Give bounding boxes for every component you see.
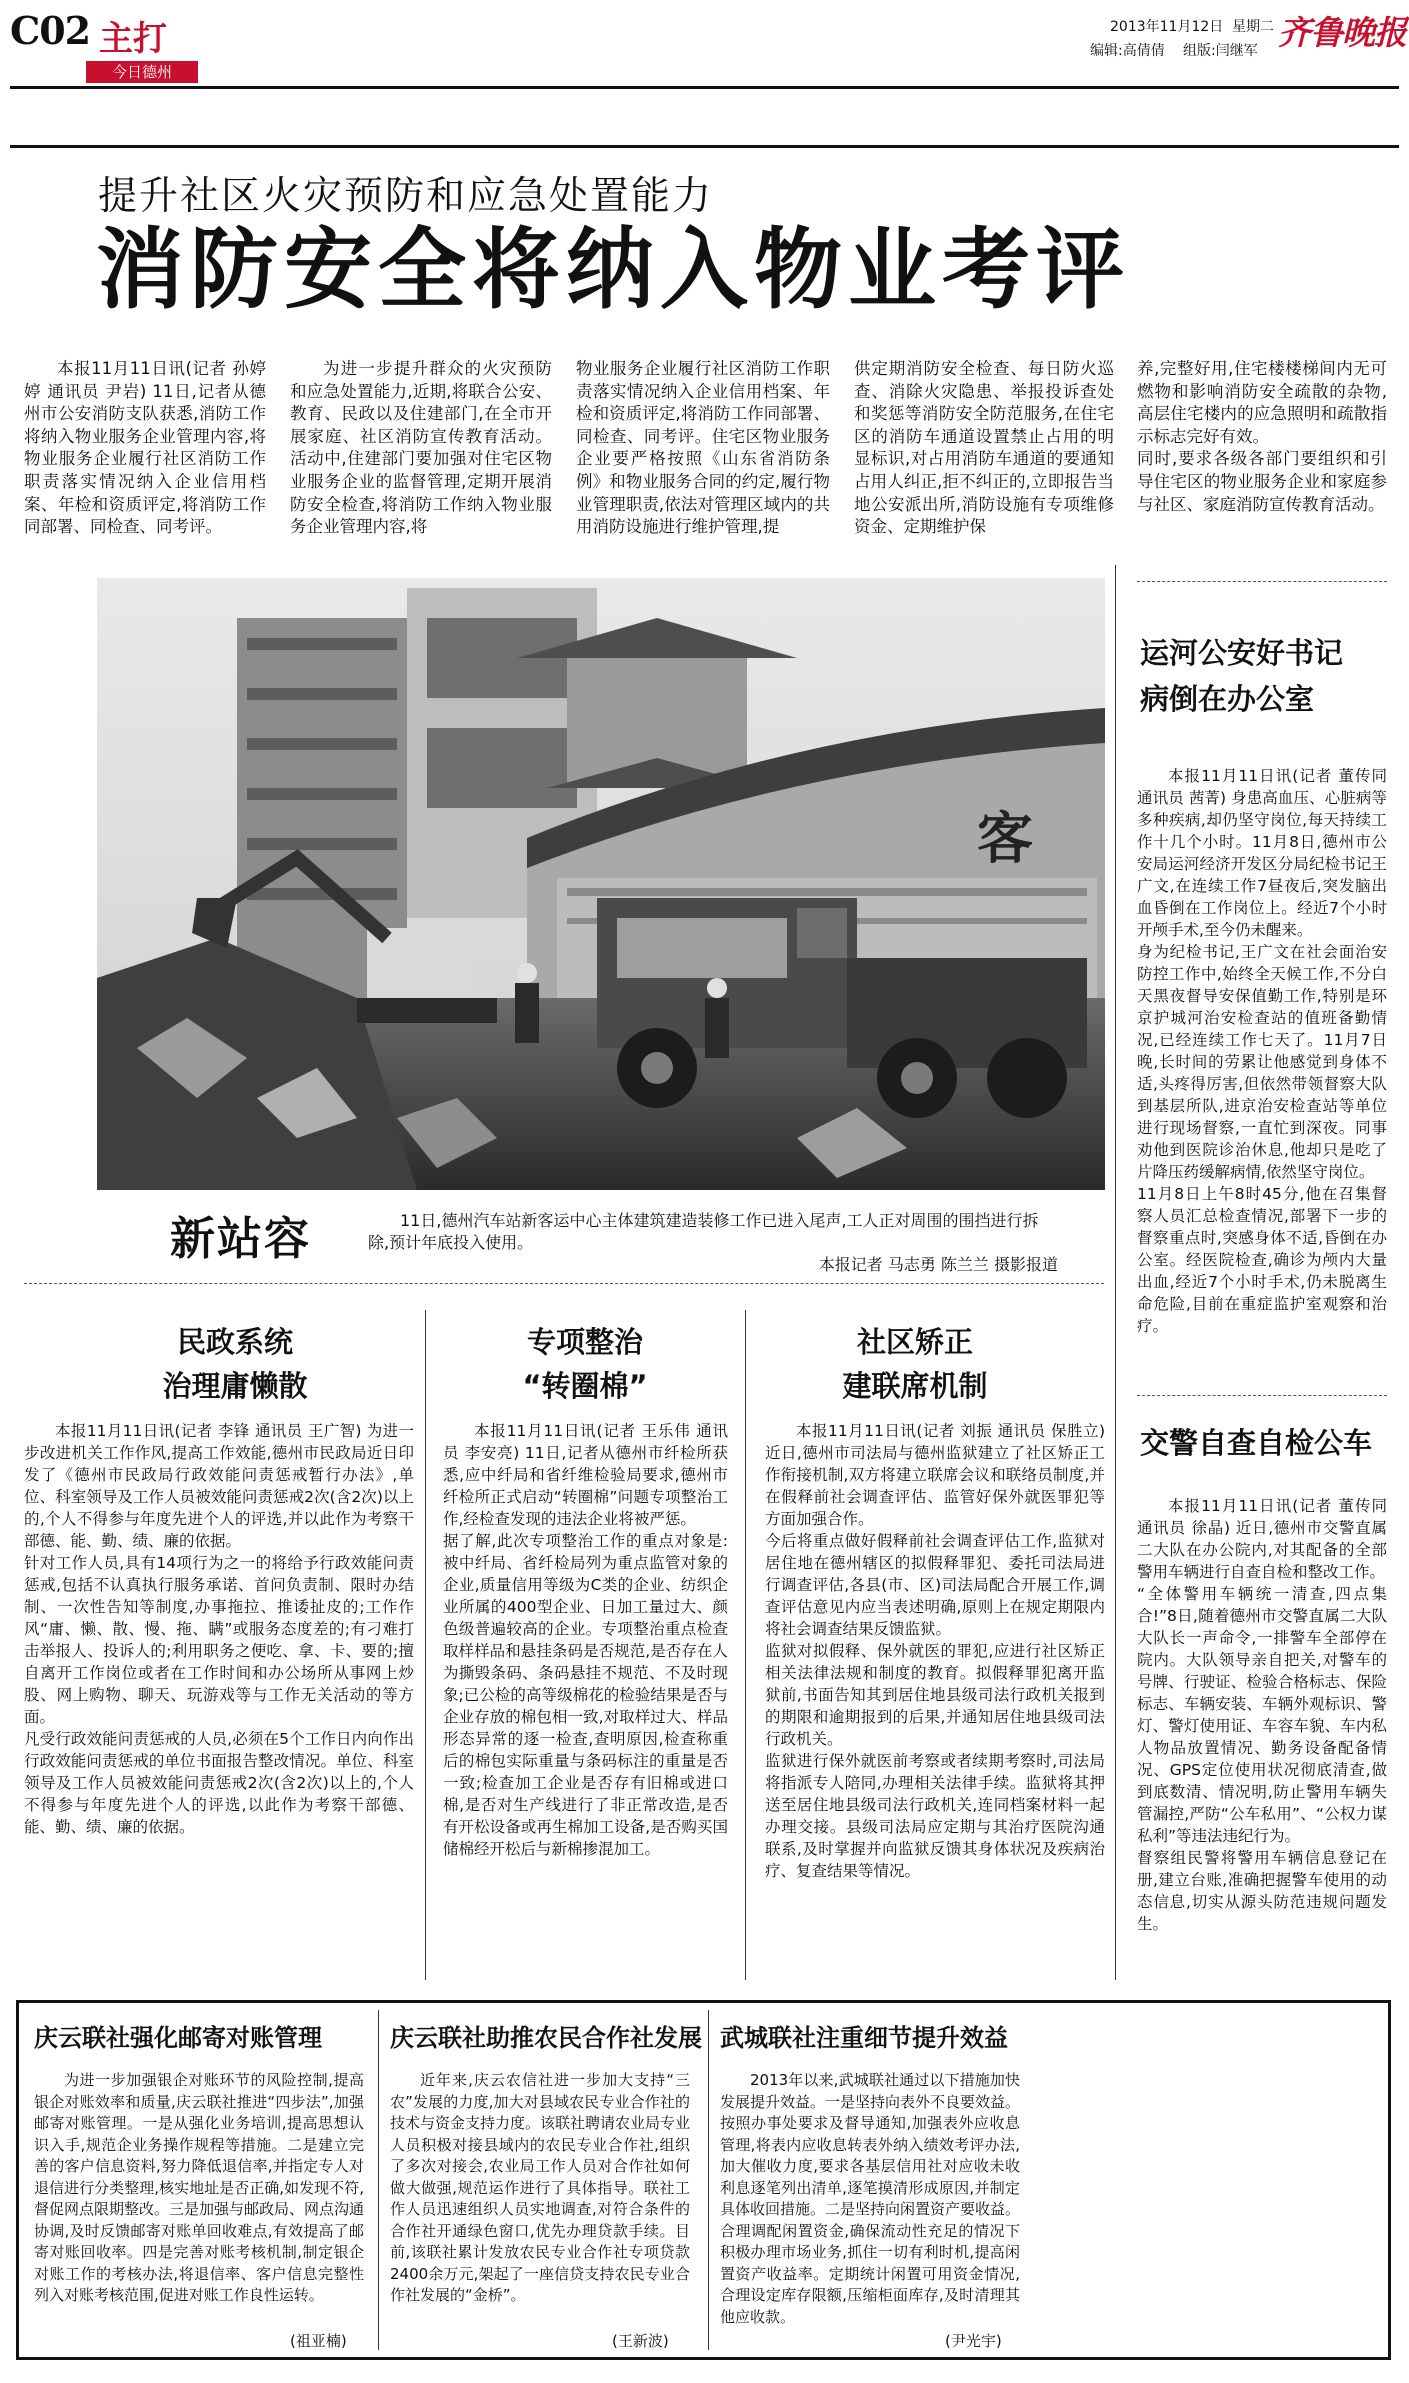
- header-rule: [10, 86, 1399, 89]
- lead-top-rule: [10, 145, 1399, 148]
- sidebar-divider: [1115, 565, 1116, 1980]
- bottom-story-2-text: 近年来,庆云农信社进一步加大支持“三农”发展的力度,加大对县域农民专业合作社的技术与资金支持力度。该联社聘请农业局专业人员积极对接县域内的农民专业合作社,组织了多次对接会,农业局工作人员对合作社如何做大做强,规范运作进行了具体指导。联社工作人员迅速组织人员实地调查,对符合条件的合作社开通绿色窗口,优先办理贷款手续。目前,该联社累计发放农民专业合作社专项贷款2400余万元,架起了一座信贷支持农民专业合作社发展的“金桥”。: [390, 2071, 690, 2304]
- bottom-story-2-author: (王新波): [612, 2332, 669, 2350]
- mid-divider-2: [745, 1310, 746, 1980]
- mid-story-3-headline-line2: 建联席机制: [842, 1369, 988, 1403]
- mid-story-1-headline-line2: 治理庸懒散: [162, 1369, 308, 1403]
- lead-kicker: 提升社区火灾预防和应急处置能力: [98, 174, 714, 219]
- photo-caption-text: 11日,德州汽车站新客运中心主体建筑建造装修工作已进入尾声,工人正对周围的围挡进行拆除,预计年底投入使用。: [368, 1211, 1039, 1252]
- side-story-2-headline: 交警自查自检公车: [1140, 1426, 1373, 1460]
- side-story-2-body: [1137, 1495, 1387, 1965]
- sidebar-mid-dash: [1137, 1395, 1387, 1396]
- mid-story-1-headline-line1: 民政系统: [176, 1325, 293, 1359]
- mid-story-3-text: 本报11月11日讯(记者 刘振 通讯员 保胜立) 近日,德州市司法局与德州监狱建立了社区矫正工作衔接机制,双方将建立联席会议和联络员制度,并在假释前社会调查评估、监管好保外就医罪犯等方面加强合作。 今后将重点做好假释前社会调查评估工作,监狱对居住地在德州辖区的拟假释罪犯、委托司法局进行调查评估,各县(市、区)司法局配合开展工作,调查评估意见内应当表述明确,原则上在规定期限内将社会调查结果反馈监狱。 监狱对拟假释、保外就医的罪犯,应进行社区矫正相关法律法规和制度的教育。拟假释罪犯离开监狱前,书面告知其到居住地县级司法行政机关报到的期限和逾期报到的后果,并通知居住地县级司法行政机关。 监狱进行保外就医前考察或者续期考察时,司法局将指派专人陪同,办理相关法律手续。监狱将其押送至居住地县级司法行政机关,连同档案材料一起办理交接。县级司法局应定期与其治疗医院沟通联系,及时掌握并向监狱反馈其身体状况及疾病治疗、复查结果等情况。: [765, 1422, 1105, 1880]
- photo-caption: [368, 1210, 1058, 1276]
- lead-column-3: [576, 358, 830, 540]
- side-story-2-text: 本报11月11日讯(记者 董传同 通讯员 徐晶) 近日,德州市交警直属二大队在办公院内,对其配备的全部警用车辆进行自查自检和整改工作。 “全体警用车辆统一清查,四点集合!”8日,随着德州市交警直属二大队大队长一声命令,一排警车全部停在院内。大队领导亲自把关,对警车的号牌、行驶证、检验合格标志、保险标志、车辆安装、车辆外观标识、警灯、警灯使用证、车容车貌、车内私人物品放置情况、勤务设备配备情况、GPS定位使用状况彻底清查,做到底数清、情况明,防止警用车辆失管漏控,严防“公车私用”、“公权力谋私利”等违法违纪行为。 督察组民警将警用车辆信息登记在册,建立台账,准确把握警车使用的动态信息,切实从源头防范违规问题发生。: [1137, 1497, 1387, 1933]
- mid-story-3-headline: [780, 1320, 1050, 1408]
- mid-divider-1: [425, 1310, 426, 1980]
- bottom-divider-2: [708, 2010, 709, 2350]
- lead-headline: 消防安全将纳入物业考评: [96, 218, 1131, 321]
- bottom-story-1-body: [34, 2070, 364, 2346]
- mid-story-2-headline: [450, 1320, 720, 1408]
- lead-text-2: 为进一步提升群众的火灾预防和应急处置能力,近期,将联合公安、教育、民政以及住建部门,在全市开展家庭、社区消防宣传教育活动。活动中,住建部门要加强对住宅区物业服务企业的监督管理,定期开展消防安全检查,将消防工作纳入物业服务企业管理内容,将: [290, 359, 552, 537]
- side-story-1-text: 本报11月11日讯(记者 董传同 通讯员 茜菁) 身患高血压、心脏病等多种疾病,却仍坚守岗位,每天持续工作十几个小时。11月8日,德州市公安局运河经济开发区分局纪检书记王广文,在连续工作7昼夜后,突发脑出血昏倒在工作岗位上。经近7个小时开颅手术,至今仍未醒来。 身为纪检书记,王广文在社会面治安防控工作中,始终全天候工作,不分白天黑夜督导安保值勤工作,特别是环京护城河治安检查站的值班备勤情况,已经连续工作七天了。11月7日晚,长时间的劳累让他感觉到身体不适,头疼得厉害,但依然带领督察大队到基层所队,进京治安检查站等单位进行现场督察,一直忙到深夜。同事劝他到医院诊治休息,他却只是吃了片降压药缓解病情,依然坚守岗位。 11月8日上午8时45分,他在召集督察人员汇总检查情况,部署下一步的督察重点时,突感身体不适,昏倒在办公室。经医院检查,确诊为颅内大量出血,经近7个小时手术,仍未脱离生命危险,目前在重症监护室观察和治疗。: [1137, 767, 1387, 1335]
- lead-text-1: 本报11月11日讯(记者 孙婷婷 通讯员 尹岩) 11日,记者从德州市公安消防支队获悉,消防工作将纳入物业服务企业管理内容,将物业服务企业履行社区消防工作职责落实情况纳入企业信用档案、年检和资质评定,将消防工作同部署、同检查、同考评。: [24, 359, 266, 537]
- header-weekday: 星期二: [1232, 19, 1274, 35]
- subsection-name: 今日德州: [111, 63, 172, 81]
- header-editor: 编辑:高倩倩: [1090, 43, 1165, 59]
- bottom-story-3-text: 2013年以来,武城联社通过以下措施加快发展提升效益。一是坚持向表外不良要效益。按照办事处要求及督导通知,加强表外应收息管理,将表内应收息转表外纳入绩效考评办法,加大催收力度,要求各基层信用社对应收未收利息逐笔列出清单,逐笔摸清形成原因,并制定具体收回措施。二是坚持向闲置资产要收益。合理调配闲置资金,确保流动性充足的情况下积极办理市场业务,抓住一切有利时机,提高闲置资产收益率。定期统计闲置可用资金情况,合理设定库存限额,压缩柜面库存,及时清理其他应收款。: [720, 2071, 1020, 2326]
- mid-story-1-headline: [110, 1320, 360, 1408]
- bottom-story-3-headline: 武城联社注重细节提升效益: [720, 2024, 1008, 2052]
- mid-story-3-headline-line1: 社区矫正: [856, 1325, 973, 1359]
- bottom-divider-1: [378, 2010, 379, 2350]
- lead-text-4: 供定期消防安全检查、每日防火巡查、消除火灾隐患、举报投诉查处和奖惩等消防安全防范服务,在住宅区的消防车通道设置禁止占用的明显标识,对占用消防车通道的要通知占用人纠正,拒不纠正的,立即报告当地公安派出所,消防设施有专项维修资金、定期维护保: [854, 359, 1114, 537]
- mid-story-2-body: [443, 1420, 728, 1980]
- construction-site-photo: [97, 578, 1105, 1190]
- side-story-1-headline: [1140, 630, 1390, 722]
- bottom-story-1-headline: 庆云联社强化邮寄对账管理: [34, 2024, 322, 2052]
- photo-title: 新站容: [170, 1212, 312, 1265]
- section-name: 主打: [99, 19, 167, 59]
- header-date: 2013年11月12日: [1110, 19, 1224, 35]
- bottom-story-3-body: [720, 2070, 1020, 2346]
- header-layout-editor: 组版:闫继军: [1183, 43, 1258, 59]
- mid-story-2-headline-line2: “转圈棉”: [522, 1369, 648, 1403]
- side-story-1-headline-line1: 运河公安好书记: [1140, 636, 1344, 670]
- lead-column-1: [24, 358, 266, 540]
- lead-column-2: [290, 358, 552, 540]
- mid-story-2-headline-line1: 专项整治: [526, 1325, 643, 1359]
- bottom-story-3-author: (尹光宇): [945, 2332, 1002, 2350]
- bottom-story-1-text: 为进一步加强银企对账环节的风险控制,提高银企对账效率和质量,庆云联社推进“四步法”,加强邮寄对账管理。一是从强化业务培训,提高思想认识入手,规范企业务操作规程等措施。二是建立完善的客户信息资料,努力降低退信率,并指定专人对退信进行分类整理,核实地址是否正确,如发现不符,督促网点限期整改。三是加强与邮政局、网点沟通协调,及时反馈邮寄对账单回收难点,有效提高了邮寄对账回收率。四是完善对账考核机制,制定银企对账工作的考核办法,将退信率、客户信息完整性列入对账考核范围,促进对账工作良性运转。: [34, 2071, 364, 2304]
- bottom-story-2-headline: 庆云联社助推农民合作社发展: [390, 2024, 702, 2052]
- lead-text-5: 养,完整好用,住宅楼楼梯间内无可燃物和影响消防安全疏散的杂物,高层住宅楼内的应急照明和疏散指示标志完好有效。 同时,要求各级各部门要组织和引导住宅区的物业服务企业和家庭参与社区、家庭消防宣传教育活动。: [1137, 359, 1387, 514]
- newspaper-brand-logo: 齐鲁晚报: [1278, 13, 1406, 52]
- mid-story-1-body: [24, 1420, 414, 1980]
- side-story-1-body: [1137, 765, 1387, 1380]
- subsection-banner: [86, 61, 198, 83]
- bottom-story-1-author: (祖亚楠): [290, 2332, 347, 2350]
- side-story-1-headline-line2: 病倒在办公室: [1140, 682, 1315, 716]
- photo-building-sign: 客: [977, 806, 1033, 872]
- sidebar-top-dash: [1137, 581, 1387, 582]
- lead-column-5: [1137, 358, 1387, 540]
- mid-story-3-body: [765, 1420, 1105, 1980]
- mid-story-2-text: 本报11月11日讯(记者 王乐伟 通讯员 李安亮) 11日,记者从德州市纤检所获悉,应中纤局和省纤维检验局要求,德州市纤检所正式启动“转圈棉”问题专项整治工作,经检查发现的违法企业将被严惩。 据了解,此次专项整治工作的重点对象是:被中纤局、省纤检局列为重点监管对象的企业,质量信用等级为C类的企业、纺织企业所属的400型企业、日加工量过大、颜色级普遍较高的企业。专项整治重点检查取样样品和悬挂条码是否规范,是否存在人为撕毁条码、条码悬挂不规范、不及时现象;已公检的高等级棉花的检验结果是否与企业存放的棉包相一致,对取样过大、样品形态异常的逐一检查,查明原因,检查称重后的棉包实际重量与条码标注的重量是否一致;检查加工企业是否存有旧棉或进口棉,是否对生产线进行了非正常改造,是否有开松设备或再生棉加工设备,是否购买国储棉经开松后与新棉掺混加工。: [443, 1422, 728, 1858]
- mid-story-1-text: 本报11月11日讯(记者 李锋 通讯员 王广智) 为进一步改进机关工作作风,提高工作效能,德州市民政局近日印发了《德州市民政局行政效能问责惩戒暂行办法》,单位、科室领导及工作人员被效能问责惩戒2次(含2次)以上的,个人不得参与年度先进个人的评选,并以此作为考察干部德、能、勤、绩、廉的依据。 针对工作人员,具有14项行为之一的将给予行政效能问责惩戒,包括不认真执行服务承诺、首问负责制、限时办结制、一次性告知等制度,办事拖拉、推诿扯皮的;工作作风“庸、懒、散、慢、拖、瞒”或服务态度差的;有刁难打击举报人、投诉人的;利用职务之便吃、拿、卡、要的;擅自离开工作岗位或者在工作时间和办公场所从事网上炒股、网上购物、聊天、玩游戏等与工作无关活动的等方面。 凡受行政效能问责惩戒的人员,必须在5个工作日内向作出行政效能问责惩戒的单位书面报告整改情况。单位、科室领导及工作人员被效能问责惩戒2次(含2次)以上的,个人不得参与年度先进个人的评选,以此作为考察干部德、能、勤、绩、廉的依据。: [24, 1422, 414, 1836]
- mid-section-dash: [24, 1283, 1104, 1284]
- bottom-story-2-body: [390, 2070, 690, 2346]
- news-photo: [97, 578, 1105, 1190]
- photo-credit: 本报记者 马志勇 陈兰兰 摄影报道: [818, 1255, 1058, 1274]
- lead-text-3: 物业服务企业履行社区消防工作职责落实情况纳入企业信用档案、年检和资质评定,将消防工作同部署、同检查、同考评。住宅区物业服务企业要严格按照《山东省消防条例》和物业服务合同的约定,履行物业管理职责,依法对管理区域内的共用消防设施进行维护管理,提: [576, 359, 830, 537]
- lead-column-4: [854, 358, 1114, 540]
- page-code: C02: [10, 8, 91, 53]
